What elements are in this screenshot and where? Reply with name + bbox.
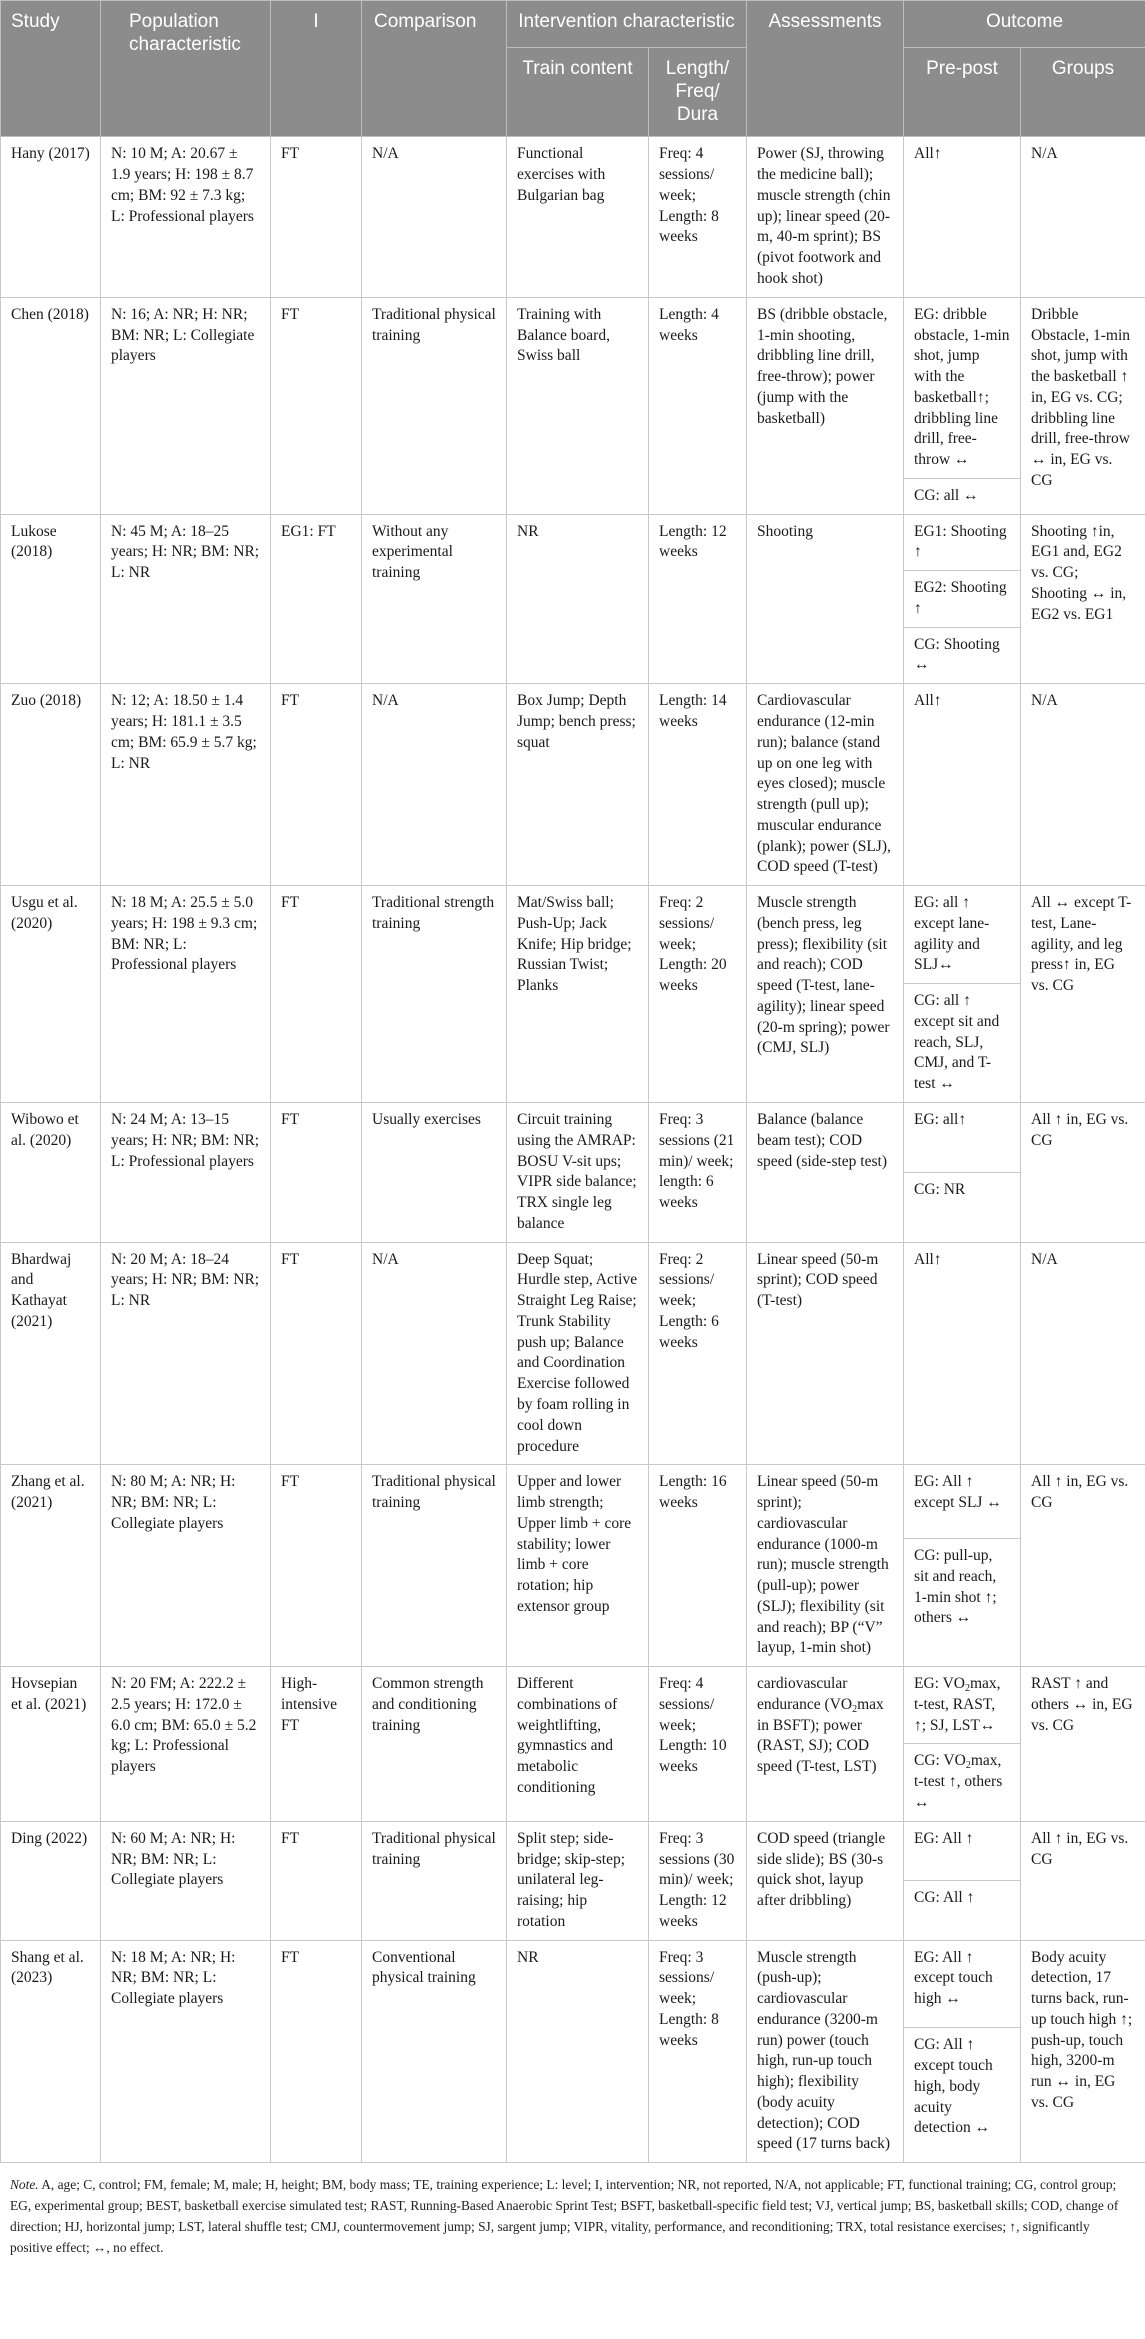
cell-train-content: Split step; side-bridge; skip-step; unilateral leg-raising; hip rotation xyxy=(507,1821,649,1940)
cell-length-freq: Freq: 3 sessions (21 min)/ week; length: 6 weeks xyxy=(649,1103,747,1243)
cell-comparison: Without any experimental training xyxy=(362,514,507,684)
header-outcome: Outcome xyxy=(904,1,1145,48)
table-row xyxy=(1,1465,1145,1539)
cell-train-content: Box Jump; Depth Jump; bench press; squat xyxy=(507,684,649,886)
cell-pre-post: All↑ xyxy=(904,137,1021,297)
cell-comparison: Traditional strength training xyxy=(362,886,507,1103)
header-train-content: Train content xyxy=(507,48,649,137)
pre-post-text-b: max, t-test ↑, others ↔ xyxy=(914,1752,1003,1811)
cell-population: N: 16; A: NR; H: NR; BM: NR; L: Collegiate players xyxy=(101,297,271,514)
table-note xyxy=(0,2163,1145,2258)
header-assessments: Assessments xyxy=(747,1,904,137)
table-row xyxy=(1,1667,1145,1744)
header-groups: Groups xyxy=(1021,48,1145,137)
cell-study: Zuo (2018) xyxy=(1,684,101,886)
subscript: 2 xyxy=(964,1683,970,1695)
cell-train-content: Functional exercises with Bulgarian bag xyxy=(507,137,649,297)
cell-assessments: Shooting xyxy=(747,514,904,684)
header-study: Study xyxy=(1,1,101,137)
cell-train-content: Training with Balance board, Swiss ball xyxy=(507,297,649,514)
cell-population: N: 10 M; A: 20.67 ± 1.9 years; H: 198 ± 8.7 cm; BM: 92 ± 7.3 kg; L: Professional players xyxy=(101,137,271,297)
cell-assessments: Muscle strength (bench press, leg press); flexibility (sit and reach); COD speed (T-test, lane-agility); linear speed (20-m spring); power (CMJ, SLJ) xyxy=(747,886,904,1103)
cell-assessments: Balance (balance beam test); COD speed (side-step test) xyxy=(747,1103,904,1243)
cell-pre-post: CG: all ↔ xyxy=(904,478,1021,514)
pre-post-text-a: CG: VO xyxy=(914,1752,966,1770)
cell-pre-post: EG: All ↑ except SLJ ↔ xyxy=(904,1465,1021,1539)
cell-groups: All ↑ in, EG vs. CG xyxy=(1021,1465,1145,1667)
table-row xyxy=(1,1821,1145,1880)
header-length-freq: Length/ Freq/ Dura xyxy=(649,48,747,137)
cell-study: Hany (2017) xyxy=(1,137,101,297)
table-row xyxy=(1,886,1145,984)
note-label: Note. xyxy=(10,2177,39,2193)
cell-train-content: Circuit training using the AMRAP: BOSU V-sit ups; VIPR side balance; TRX single leg balance xyxy=(507,1103,649,1243)
cell-pre-post: All↑ xyxy=(904,1242,1021,1465)
cell-pre-post: EG: All ↑ except touch high ↔ xyxy=(904,1940,1021,2028)
cell-length-freq: Freq: 3 sessions (30 min)/ week; Length: 12 weeks xyxy=(649,1821,747,1940)
cell-groups: Body acuity detection, 17 turns back, run-up touch high ↑; push-up, touch high, 3200-m run ↔ in, EG vs. CG xyxy=(1021,1940,1145,2163)
cell-assessments: Linear speed (50-m sprint); cardiovascular endurance (1000-m run); muscle strength (pull-up); power (SLJ); flexibility (sit and reach); BP (“V” layup, 1-min shot) xyxy=(747,1465,904,1667)
cell-length-freq: Freq: 2 sessions/ week; Length: 20 weeks xyxy=(649,886,747,1103)
cell-population: N: 80 M; A: NR; H: NR; BM: NR; L: Collegiate players xyxy=(101,1465,271,1667)
cell-intervention: FT xyxy=(271,1242,362,1465)
cell-assessments: BS (dribble obstacle, 1-min shooting, dribbling line drill, free-throw); power (jump with the basketball) xyxy=(747,297,904,514)
cell-length-freq: Freq: 2 sessions/ week; Length: 6 weeks xyxy=(649,1242,747,1465)
cell-groups: Shooting ↑in, EG1 and, EG2 vs. CG; Shooting ↔ in, EG2 vs. EG1 xyxy=(1021,514,1145,684)
cell-groups: RAST ↑ and others ↔ in, EG vs. CG xyxy=(1021,1667,1145,1822)
table-row xyxy=(1,137,1145,297)
cell-train-content: Mat/Swiss ball; Push-Up; Jack Knife; Hip bridge; Russian Twist; Planks xyxy=(507,886,649,1103)
note-text: A, age; C, control; FM, female; M, male; H, height; BM, body mass; TE, training experience; L: level; I, intervention; NR, not reported, N/A, not applicable; FT, functional training; CG, control group; EG, experimental group; BEST, basketball exercise simulated test; RAST, Running-Based Anaerobic Sprint Test; BSFT, basketball-specific field test; VJ, vertical jump; BS, basketball skills; COD, change of direction; HJ, horizontal jump; LST, lateral shuffle test; CMJ, countermovement jump; SJ, sargent jump; VIPR, vitality, performance, and reconditioning; TRX, total resistance exercises; ↑, significantly positive effect; ↔, no effect. xyxy=(10,2177,1119,2255)
cell-groups: All ↑ in, EG vs. CG xyxy=(1021,1821,1145,1940)
subscript: 2 xyxy=(965,1760,971,1772)
header-intervention-characteristic: Intervention characteristic xyxy=(507,1,747,48)
cell-length-freq: Freq: 4 sessions/ week; Length: 10 weeks xyxy=(649,1667,747,1822)
cell-population: N: 60 M; A: NR; H: NR; BM: NR; L: Collegiate players xyxy=(101,1821,271,1940)
cell-study: Shang et al. (2023) xyxy=(1,1940,101,2163)
cell-pre-post: All↑ xyxy=(904,684,1021,886)
cell-train-content: NR xyxy=(507,1940,649,2163)
cell-study: Zhang et al. (2021) xyxy=(1,1465,101,1667)
cell-study: Chen (2018) xyxy=(1,297,101,514)
cell-assessments: Cardiovascular endurance (12-min run); balance (stand up on one leg with eyes closed); muscle strength (pull up); muscular endurance (plank); power (SLJ), COD speed (T-test) xyxy=(747,684,904,886)
cell-intervention: FT xyxy=(271,1940,362,2163)
cell-pre-post: CG: pull-up, sit and reach, 1-min shot ↑; others ↔ xyxy=(904,1539,1021,1667)
cell-pre-post xyxy=(904,1667,1021,1744)
table-row xyxy=(1,684,1145,886)
cell-groups: N/A xyxy=(1021,137,1145,297)
pre-post-text-b: max, t-test, RAST, ↑; SJ, LST↔ xyxy=(914,1675,1001,1734)
cell-train-content: Deep Squat; Hurdle step, Active Straight Leg Raise; Trunk Stability push up; Balance and Coordination Exercise followed by foam rolling in cool down procedure xyxy=(507,1242,649,1465)
cell-comparison: Usually exercises xyxy=(362,1103,507,1243)
table-row xyxy=(1,514,1145,571)
cell-population: N: 24 M; A: 13–15 years; H: NR; BM: NR; L: Professional players xyxy=(101,1103,271,1243)
cell-pre-post: CG: NR xyxy=(904,1172,1021,1242)
table-body xyxy=(1,137,1145,2163)
cell-pre-post: EG1: Shooting ↑ xyxy=(904,514,1021,571)
table-row xyxy=(1,1242,1145,1465)
table-row xyxy=(1,1940,1145,2028)
cell-study: Hovsepian et al. (2021) xyxy=(1,1667,101,1822)
cell-groups: Dribble Obstacle, 1-min shot, jump with the basketball ↑ in, EG vs. CG; dribbling line drill, free-throw ↔ in, EG vs. CG xyxy=(1021,297,1145,514)
cell-assessments: Linear speed (50-m sprint); COD speed (T-test) xyxy=(747,1242,904,1465)
cell-groups: N/A xyxy=(1021,1242,1145,1465)
cell-pre-post: EG: all↑ xyxy=(904,1103,1021,1173)
cell-population: N: 18 M; A: NR; H: NR; BM: NR; L: Collegiate players xyxy=(101,1940,271,2163)
assessments-text-b: max in BSFT); power (RAST, SJ); COD speed (T-test, LST) xyxy=(757,1695,884,1776)
cell-study: Ding (2022) xyxy=(1,1821,101,1940)
assessments-text-a: cardiovascular endurance (VO xyxy=(757,1675,853,1713)
cell-pre-post: EG: all ↑ except lane-agility and SLJ↔ xyxy=(904,886,1021,984)
cell-pre-post: EG: dribble obstacle, 1-min shot, jump with the basketball↑; dribbling line drill, free-throw ↔ xyxy=(904,297,1021,478)
cell-pre-post: CG: Shooting ↔ xyxy=(904,627,1021,684)
cell-intervention: FT xyxy=(271,684,362,886)
cell-intervention: FT xyxy=(271,886,362,1103)
table-row xyxy=(1,1103,1145,1173)
cell-comparison: Traditional physical training xyxy=(362,1821,507,1940)
cell-pre-post: CG: All ↑ xyxy=(904,1881,1021,1940)
header-pre-post: Pre-post xyxy=(904,48,1021,137)
table-row xyxy=(1,297,1145,478)
cell-study: Bhardwaj and Kathayat (2021) xyxy=(1,1242,101,1465)
cell-assessments: Power (SJ, throwing the medicine ball); muscle strength (chin up); linear speed (20-m, 40-m sprint); BS (pivot footwork and hook shot) xyxy=(747,137,904,297)
cell-comparison: N/A xyxy=(362,137,507,297)
pre-post-text-a: EG: VO xyxy=(914,1675,965,1693)
cell-intervention: FT xyxy=(271,1465,362,1667)
cell-pre-post: EG2: Shooting ↑ xyxy=(904,571,1021,628)
cell-length-freq: Freq: 4 sessions/ week; Length: 8 weeks xyxy=(649,137,747,297)
header-intervention: I xyxy=(271,1,362,137)
cell-study: Lukose (2018) xyxy=(1,514,101,684)
cell-intervention: High-intensive FT xyxy=(271,1667,362,1822)
cell-length-freq: Freq: 3 sessions/ week; Length: 8 weeks xyxy=(649,1940,747,2163)
cell-pre-post: EG: All ↑ xyxy=(904,1821,1021,1880)
cell-comparison: Traditional physical training xyxy=(362,1465,507,1667)
cell-length-freq: Length: 14 weeks xyxy=(649,684,747,886)
cell-comparison: N/A xyxy=(362,1242,507,1465)
cell-comparison: Common strength and conditioning training xyxy=(362,1667,507,1822)
cell-train-content: Different combinations of weightlifting, gymnastics and metabolic conditioning xyxy=(507,1667,649,1822)
cell-population: N: 20 FM; A: 222.2 ± 2.5 years; H: 172.0 ± 6.0 cm; BM: 65.0 ± 5.2 kg; L: Professional players xyxy=(101,1667,271,1822)
cell-population: N: 20 M; A: 18–24 years; H: NR; BM: NR; L: NR xyxy=(101,1242,271,1465)
cell-intervention: FT xyxy=(271,297,362,514)
cell-study: Wibowo et al. (2020) xyxy=(1,1103,101,1243)
cell-length-freq: Length: 12 weeks xyxy=(649,514,747,684)
cell-population: N: 18 M; A: 25.5 ± 5.0 years; H: 198 ± 9.3 cm; BM: NR; L: Professional players xyxy=(101,886,271,1103)
cell-comparison: Traditional physical training xyxy=(362,297,507,514)
cell-intervention: FT xyxy=(271,1103,362,1243)
cell-train-content: Upper and lower limb strength; Upper limb + core stability; lower limb + core rotation; hip extensor group xyxy=(507,1465,649,1667)
cell-length-freq: Length: 4 weeks xyxy=(649,297,747,514)
header-population: Population characteristic xyxy=(101,1,271,137)
cell-intervention: EG1: FT xyxy=(271,514,362,684)
cell-pre-post: CG: All ↑ except touch high, body acuity detection ↔ xyxy=(904,2028,1021,2163)
cell-groups: N/A xyxy=(1021,684,1145,886)
subscript: 2 xyxy=(852,1703,858,1715)
cell-intervention: FT xyxy=(271,1821,362,1940)
header-comparison: Comparison xyxy=(362,1,507,137)
cell-study: Usgu et al. (2020) xyxy=(1,886,101,1103)
cell-assessments: Muscle strength (push-up); cardiovascular endurance (3200-m run) power (touch high, run-up touch high); flexibility (body acuity detection); COD speed (17 turns back) xyxy=(747,1940,904,2163)
cell-assessments: COD speed (triangle side slide); BS (30-s quick shot, layup after dribbling) xyxy=(747,1821,904,1940)
cell-population: N: 12; A: 18.50 ± 1.4 years; H: 181.1 ± 3.5 cm; BM: 65.9 ± 5.7 kg; L: NR xyxy=(101,684,271,886)
cell-train-content: NR xyxy=(507,514,649,684)
cell-intervention: FT xyxy=(271,137,362,297)
table-header xyxy=(1,1,1145,137)
cell-comparison: N/A xyxy=(362,684,507,886)
cell-comparison: Conventional physical training xyxy=(362,1940,507,2163)
cell-assessments xyxy=(747,1667,904,1822)
cell-groups: All ↔ except T-test, Lane-agility, and leg press↑ in, EG vs. CG xyxy=(1021,886,1145,1103)
cell-length-freq: Length: 16 weeks xyxy=(649,1465,747,1667)
cell-population: N: 45 M; A: 18–25 years; H: NR; BM: NR; L: NR xyxy=(101,514,271,684)
cell-pre-post xyxy=(904,1744,1021,1821)
cell-pre-post: CG: all ↑ except sit and reach, SLJ, CMJ, and T-test ↔ xyxy=(904,984,1021,1103)
cell-groups: All ↑ in, EG vs. CG xyxy=(1021,1103,1145,1243)
